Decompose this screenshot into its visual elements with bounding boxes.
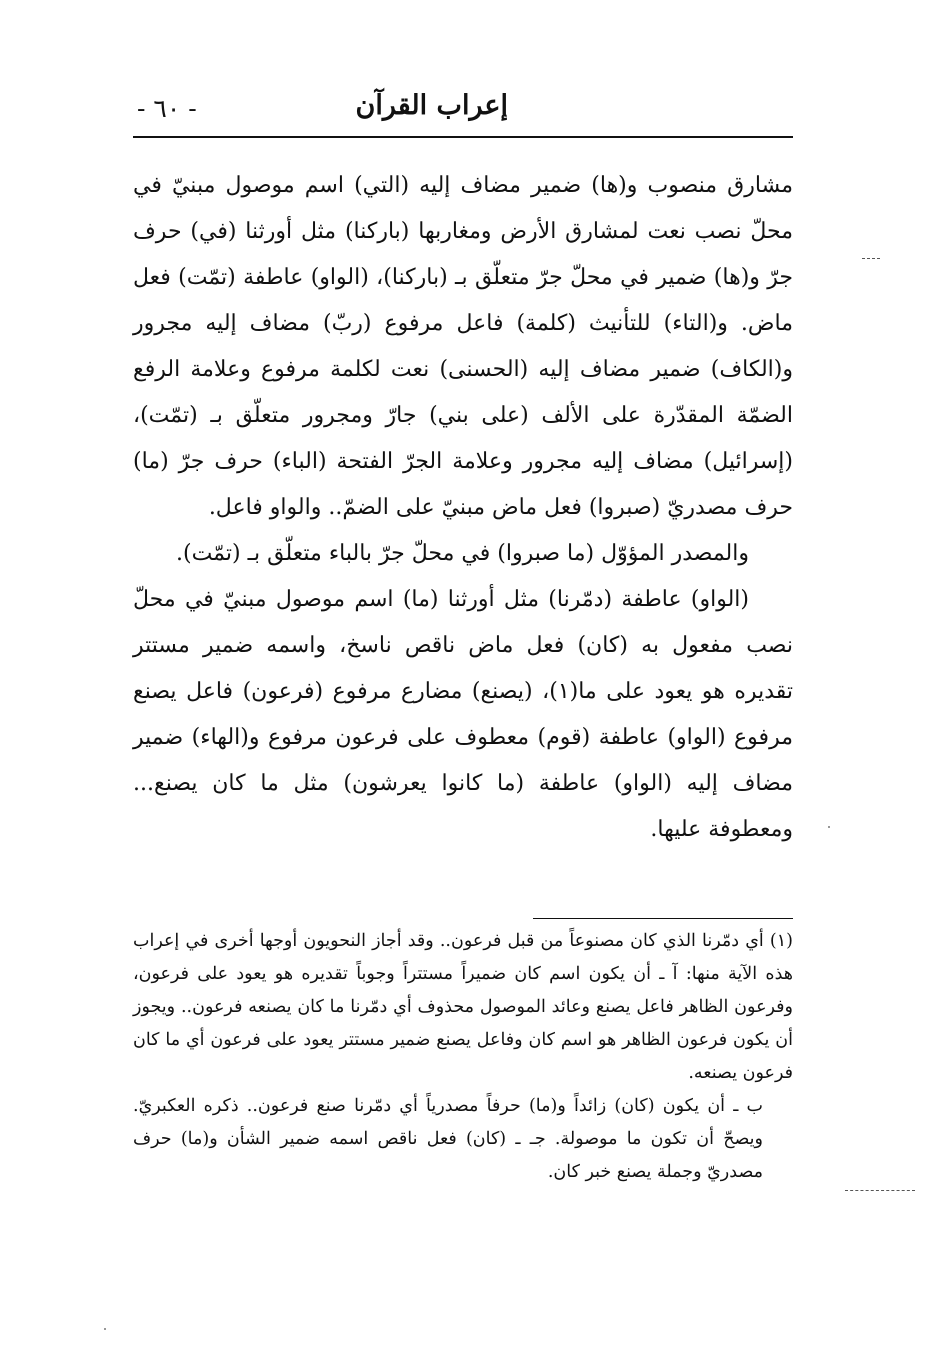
paragraph-3: (الواو) عاطفة (دمّرنا) مثل أورثنا (ما) اسم موصول مبنيّ في محلّ نصب مفعول به (كان) فعل ماض ناقص ناسخ، واسمه ضمير مستتر تقديره هو يعود على ما(١)، (يصنع) مضارع مرفوع (فرعون) فاعل يصنع مرفوع (الواو) عاطفة (قوم) معطوف على فرعون مرفوع و(الهاء) ضمير مضاف إليه (الواو) عاطفة (ما كانوا يعرشون) مثل ما كان يصنع... ومعطوفة عليها. bbox=[133, 587, 793, 842]
scan-speck bbox=[104, 1328, 106, 1330]
running-title: إعراب القرآن bbox=[355, 90, 508, 121]
footnote-1: (١) أي دمّرنا الذي كان مصنوعاً من قبل فرعون.. وقد أجاز النحويون أوجها أخرى في إعراب هذه الآية منها: آ ـ أن يكون اسم كان ضميراً مستتراً وجوباً تقديره هو يعود على فرعون، وفرعون الظاهر فاعل يصنع وعائد الموصول محذوف أي دمّرنا ما كان يصنعه فرعون.. ويجوز أن يكون فرعون الظاهر هو اسم كان وفاعل يصنع ضمير مستتر يعود على فرعون أي ما كان فرعون يصنعه. bbox=[133, 931, 793, 1083]
main-text bbox=[133, 163, 793, 853]
footnotes bbox=[133, 925, 793, 1189]
footnote-1-continued: ب ـ أن يكون (كان) زائداً و(ما) حرفاً مصدرياً أي دمّرنا صنع فرعون.. ذكره العكبريّ. ويصحّ أن تكون ما موصولة. جـ ـ (كان) فعل ناقص اسمه ضمير الشأن و(ما) حرف مصدريّ وجملة يصنع خبر كان. bbox=[133, 1096, 763, 1182]
footnote-divider bbox=[533, 918, 793, 919]
paragraph-2: والمصدر المؤوّل (ما صبروا) في محلّ جرّ بالباء متعلّق بـ (تمّت). bbox=[176, 541, 749, 566]
scan-speck bbox=[828, 826, 830, 828]
page-header bbox=[133, 88, 793, 132]
header-divider bbox=[133, 136, 793, 138]
page-number: - ٦٠ - bbox=[137, 94, 197, 123]
scan-margin-mark bbox=[845, 1190, 915, 1191]
scan-margin-mark bbox=[862, 258, 880, 259]
paragraph-1: مشارق منصوب و(ها) ضمير مضاف إليه (التي) اسم موصول مبنيّ في محلّ نصب نعت لمشارق الأرض ومغاربها (باركنا) مثل أورثنا (في) حرف جرّ و(ها) ضمير في محلّ جرّ متعلّق بـ (باركنا)، (الواو) عاطفة (تمّت) فعل ماض. و(التاء) للتأنيث (كلمة) فاعل مرفوع (ربّ) مضاف إليه مجرور و(الكاف) ضمير مضاف إليه (الحسنى) نعت لكلمة مرفوع وعلامة الرفع الضمّة المقدّرة على الألف (على بني) جارّ ومجرور متعلّق بـ (تمّت)، (إسرائيل) مضاف إليه مجرور وعلامة الجرّ الفتحة (الباء) حرف جرّ (ما) حرف مصدريّ (صبروا) فعل ماض مبنيّ على الضمّ.. والواو فاعل. bbox=[133, 173, 793, 520]
